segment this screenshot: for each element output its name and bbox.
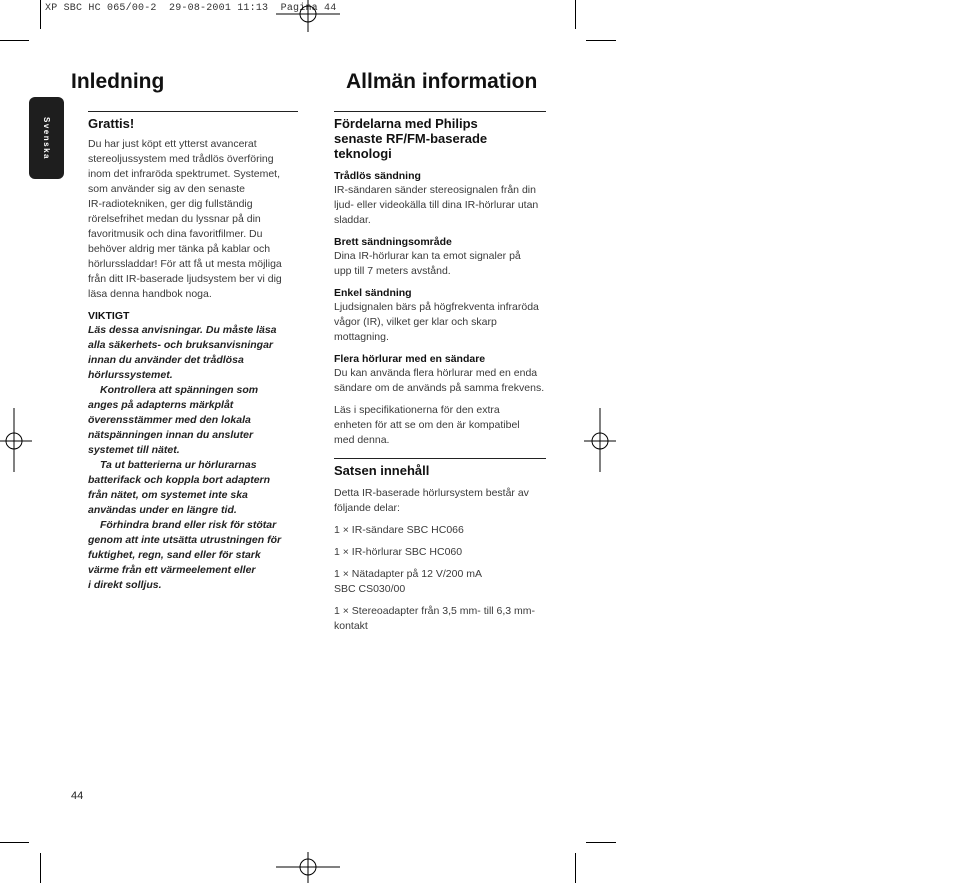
language-tab (29, 97, 64, 179)
congrats-heading: Grattis! (88, 116, 135, 131)
language-tab-label: Svenska (42, 116, 51, 160)
registration-mark-icon (584, 408, 616, 472)
page-title-left: Inledning (71, 70, 165, 93)
package-heading: Satsen innehåll (334, 463, 430, 478)
important-text: Läs dessa anvisningar. Du måste läsa alla säkerhets- och bruksanvisningar innan du använder det trådlösa hörlurssystemet. Kontrollera att spänningen som anges på adapterns märkplåt överensstämmer med den lokala nätspänningen innan du ansluter systemet till nätet. Ta ut batterierna ur hörlurarnas batterifack och koppla bort adaptern från nätet, om systemet inte ska användas under en längre tid. Förhindra brand eller risk för stötar genom att inte utsätta utrustningen för fuktighet, regn, sand eller för stark värme från ett värmeelement eller i direkt solljus. (88, 324, 282, 591)
package-item: 1 × Nätadapter på 12 V/200 mA SBC CS030/00 (334, 568, 482, 595)
registration-mark-icon (0, 408, 32, 472)
left-column (88, 111, 298, 593)
important-heading: VIKTIGT (88, 310, 130, 322)
registration-mark-icon (276, 852, 340, 883)
package-item: 1 × Stereoadapter från 3,5 mm- till 6,3 mm- kontakt (334, 605, 536, 632)
advantages-heading: Fördelarna med Philips senaste RF/FM-baserade teknologi (334, 116, 488, 161)
crop-mark (586, 842, 616, 843)
crop-mark (586, 40, 616, 41)
spec-note: Läs i specifikationerna för den extra enheten för att se om den är kompatibel med denna. (334, 404, 520, 446)
package-item: 1 × IR-sändare SBC HC066 (334, 524, 464, 536)
package-intro: Detta IR-baserade hörlursystem består av följande delar: (334, 487, 529, 514)
feature-item: Trådlös sändning IR-sändaren sänder stereosignalen från din ljud- eller videokälla till dina IR-hörlurar utan sladdar. (334, 170, 539, 226)
crop-mark (0, 40, 29, 41)
section-rule (334, 458, 546, 459)
feature-item: Brett sändningsområde Dina IR-hörlurar kan ta emot signaler på upp till 7 meters avstånd. (334, 236, 521, 277)
crop-mark (0, 842, 29, 843)
feature-item: Enkel sändning Ljudsignalen bärs på högfrekventa infraröda vågor (IR), vilket ger klar och skarp mottagning. (334, 287, 539, 343)
print-slug: XP SBC HC 065/00-2 29-08-2001 11:13 Pagina 44 (45, 3, 337, 14)
feature-item: Flera hörlurar med en sändare Du kan använda flera hörlurar med en enda sändare om de används på samma frekvens. (334, 353, 545, 394)
right-column (334, 111, 546, 634)
intro-paragraph: Du har just köpt ett ytterst avancerat stereoljussystem med trådlös överföring inom det infraröda spektrumet. Systemet, som använder sig av den senaste IR-radiotekniken, ger dig fullständig rörelsefrihet medan du lyssnar på din favoritmusik och dina favoritfilmer. Du behöver aldrig mer tänka på kablar och hörlurssladdar! För att få ut mesta möjliga från ditt IR-baserade ljudsystem ber vi dig läsa denna handbok noga. (88, 138, 282, 300)
crop-mark (575, 0, 576, 29)
page-title-right: Allmän information (346, 70, 538, 93)
registration-mark-icon (276, 0, 340, 32)
crop-mark (40, 853, 41, 883)
crop-mark (40, 0, 41, 29)
section-rule (88, 111, 298, 112)
section-rule (334, 111, 546, 112)
crop-mark (575, 853, 576, 883)
page-number: 44 (71, 790, 84, 802)
package-item: 1 × IR-hörlurar SBC HC060 (334, 546, 463, 558)
